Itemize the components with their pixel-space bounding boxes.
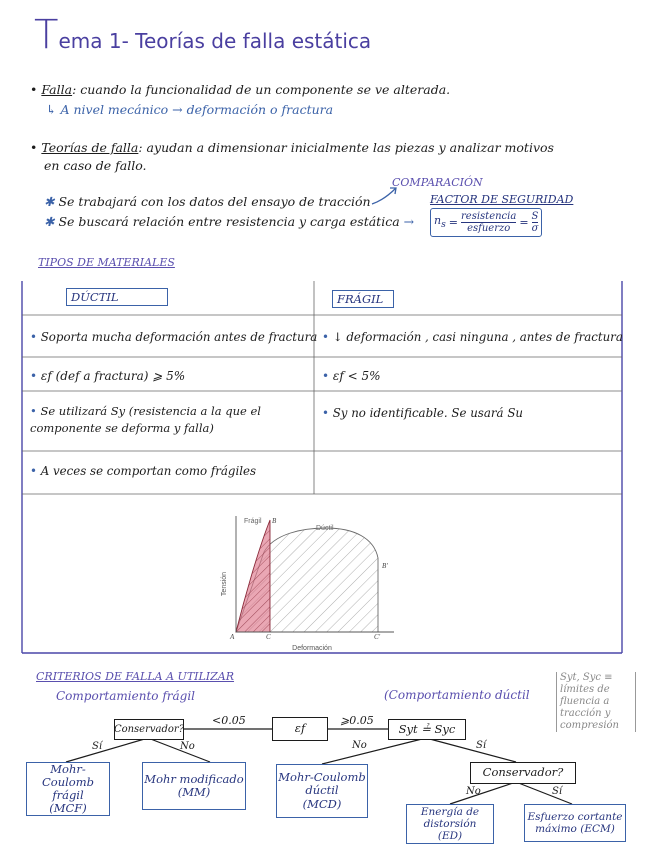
- chart-ylabel: Tensión: [221, 571, 228, 597]
- falla-term: Falla: [41, 82, 73, 97]
- col-fragil-header: FRÁGIL: [332, 290, 394, 308]
- row2-ductil: • εf (def a fractura) ⩾ 5%: [30, 369, 186, 383]
- star-line-1: ✱ Se trabajará con los datos del ensayo de tracción: [44, 194, 371, 209]
- teorias-term: Teorías de falla: [41, 140, 139, 155]
- title-text: ema 1- Teorías de falla estática: [58, 29, 372, 53]
- node-conservador-right: Conservador?: [470, 762, 576, 784]
- limits-note: Syt, Syc ≡ límites de fluencia a tracción y compresión: [556, 672, 636, 732]
- row4-ductil: • A veces se comportan como frágiles: [30, 464, 257, 478]
- falla-text: : cuando la funcionalidad de un componente se ve alterada.: [72, 82, 451, 97]
- star2-text: Se buscará relación entre resistencia y carga estática: [58, 214, 400, 229]
- chart-xlabel: Deformación: [292, 645, 332, 652]
- title-initial: T: [34, 12, 59, 58]
- node-epsilon-f: εf: [272, 717, 328, 741]
- row2-fragil: • εf < 5%: [322, 369, 381, 383]
- edge-right-no: No: [352, 740, 367, 751]
- edge-left-si: Sí: [92, 741, 103, 752]
- edge-lt-label: <0.05: [212, 714, 246, 727]
- edge-ge-label: ⩾0.05: [340, 714, 374, 727]
- node-ecm: Esfuerzo cortante máximo (ECM): [524, 804, 626, 842]
- factor-label: FACTOR DE SEGURIDAD: [430, 193, 574, 206]
- chart-point-B: B: [272, 517, 277, 525]
- node-mcd: Mohr-Coulomb dúctil (MCD): [276, 764, 368, 818]
- chart-point-A: A: [230, 633, 235, 641]
- row1-fragil: • ↓ deformación , casi ninguna , antes de fractura: [322, 330, 623, 344]
- comparacion-label: COMPARACIÓN: [392, 176, 483, 189]
- falla-sub-text: A nivel mecánico → deformación o fractura: [60, 102, 334, 117]
- node-syt-syc: Syt ≟ Syc: [388, 719, 466, 740]
- row1-ductil: • Soporta mucha deformación antes de fractura: [30, 330, 318, 344]
- chart-point-C: C: [266, 633, 271, 641]
- edge-left-no: No: [180, 741, 195, 752]
- edge-right-si: Sí: [476, 740, 487, 751]
- node-ed: Energía de distorsión (ED): [406, 804, 494, 844]
- formula-fraction-2: $\frac{S}{\sigma}$: [531, 211, 539, 234]
- criteria-heading: CRITERIOS DE FALLA A UTILIZAR: [36, 670, 235, 683]
- formula-fraction: resistencia esfuerzo: [461, 211, 517, 234]
- ductil-behaviour-label: (Comportamiento dúctil: [384, 688, 530, 702]
- formula-ns: $n_s$: [434, 214, 446, 231]
- chart-point-Cp: C': [374, 633, 381, 641]
- fragil-behaviour-label: Comportamiento frágil: [56, 689, 196, 703]
- edge-cons-si: Sí: [552, 786, 563, 797]
- star1-text: Se trabajará con los datos del ensayo de tracción: [58, 194, 371, 209]
- falla-subline: ↳ A nivel mecánico → deformación o fractura: [46, 102, 334, 117]
- node-conservador-left: Conservador?: [114, 719, 184, 740]
- star-line-2: ✱ Se buscará relación entre resistencia y carga estática →: [44, 214, 415, 229]
- col-ductil-header: DÚCTIL: [66, 288, 168, 306]
- node-mcf: Mohr-Coulomb frágil (MCF): [26, 762, 110, 816]
- row3-ductil: • Se utilizará Sy (resistencia a la que el componente se deforma y falla): [30, 404, 261, 436]
- chart-annot-ductil: Dúctil: [316, 525, 334, 532]
- node-mm: Mohr modificado (MM): [142, 762, 246, 810]
- teorias-text-2: en caso de fallo.: [44, 158, 147, 173]
- teorias-definition: • Teorías de falla: ayudan a dimensionar inicialmente las piezas y analizar motivos: [30, 140, 554, 155]
- teorias-text-1: : ayudan a dimensionar inicialmente las piezas y analizar motivos: [138, 140, 554, 155]
- chart-annot-fragil: Frágil: [244, 518, 262, 525]
- formula-box: $n_s$ = resistencia esfuerzo = $\frac{S}{\sigma}$: [430, 208, 542, 237]
- chart-point-Bp: B': [382, 562, 388, 570]
- materials-heading: TIPOS DE MATERIALES: [38, 256, 175, 269]
- falla-definition: • Falla: cuando la funcionalidad de un componente se ve alterada.: [30, 82, 451, 97]
- row3-fragil: • Sy no identificable. Se usará Su: [322, 406, 523, 420]
- edge-cons-no: No: [466, 786, 481, 797]
